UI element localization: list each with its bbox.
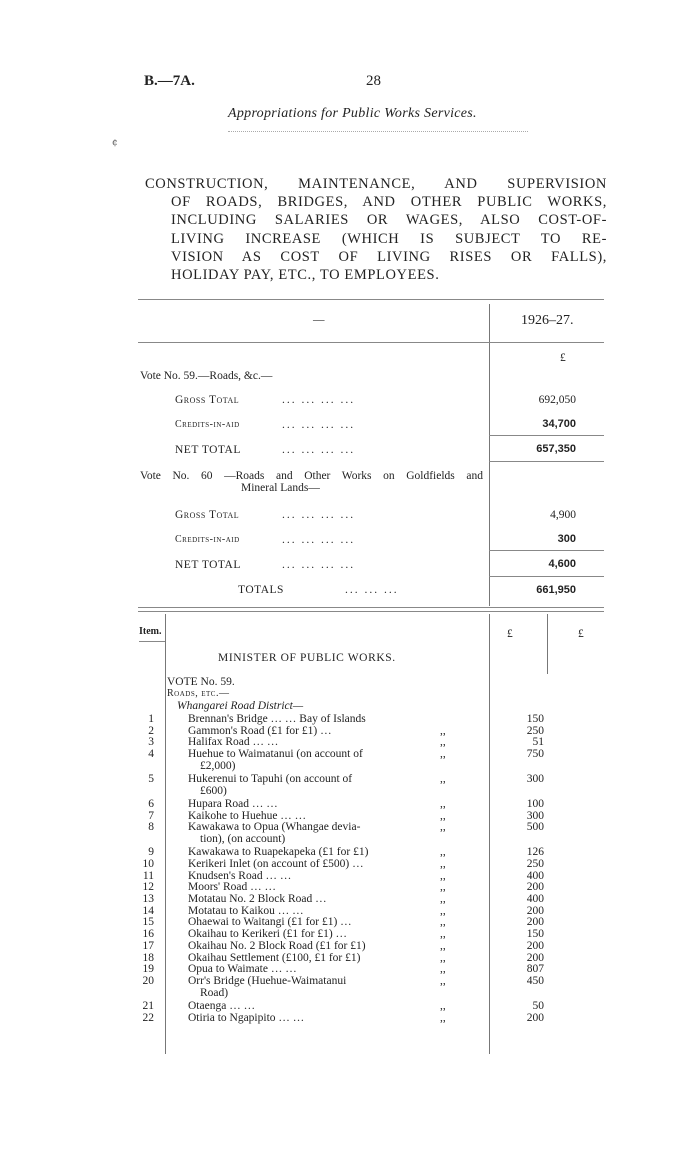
item-amount: 200 xyxy=(526,939,544,952)
item-amount: 200 xyxy=(526,881,544,894)
item-amount: 300 xyxy=(526,773,544,785)
item-description-cont: tion), (on account) xyxy=(200,833,286,845)
vote59-gross-amount: 692,050 xyxy=(538,394,576,406)
item-number: 16 xyxy=(142,928,154,941)
ditto-mark: ,, xyxy=(440,939,446,952)
header-divider xyxy=(228,131,528,132)
item-description: Motatau to Kaikou … … xyxy=(188,904,304,917)
item-amount: 400 xyxy=(526,869,544,882)
minister-heading: MINISTER OF PUBLIC WORKS. xyxy=(218,652,396,664)
vote60-credits-label: Credits-in-aid xyxy=(175,534,240,545)
amount-column-rule xyxy=(489,614,490,1054)
dot-leader: ... ... ... ... xyxy=(282,559,356,571)
item-amount: 450 xyxy=(526,974,544,987)
summary-col-year: 1926–27. xyxy=(521,313,574,328)
item-number: 8 xyxy=(148,821,154,834)
item-description: Brennan's Bridge … … Bay of Islands xyxy=(188,713,366,725)
vote60-gross-amount: 4,900 xyxy=(550,509,576,521)
item-number: 7 xyxy=(148,809,154,822)
item-number: 19 xyxy=(142,963,154,976)
section-title xyxy=(145,175,607,284)
net-rule xyxy=(489,576,604,577)
item-description: Hukerenui to Tapuhi (on account of xyxy=(188,773,353,785)
page-number: 28 xyxy=(366,73,381,89)
title-line: INCLUDING SALARIES OR WAGES, ALSO COST-OF- xyxy=(171,212,607,229)
item-number: 1 xyxy=(148,713,154,725)
item-description-cont: £600) xyxy=(200,784,227,797)
item-description: Okaihau to Kerikeri (£1 for £1) … xyxy=(188,928,348,941)
vote-heading: VOTE No. 59. xyxy=(167,676,235,688)
item-amount: 400 xyxy=(526,893,544,905)
item-description: Opua to Waimate … … xyxy=(188,963,297,976)
item-number: 6 xyxy=(148,797,154,810)
item-amount: 200 xyxy=(526,904,544,917)
item-description: Kawakawa to Opua (Whangae devia- xyxy=(188,821,361,834)
item-number: 5 xyxy=(148,773,154,785)
vote59-label: Vote No. 59.—Roads, &c.— xyxy=(140,370,273,382)
item-header-rule xyxy=(139,641,165,642)
item-description: Orr's Bridge (Huehue-Waimatanui xyxy=(188,974,347,987)
title-line: LIVING INCREASE (WHICH IS SUBJECT TO RE- xyxy=(171,230,607,247)
item-description: Hupara Road … … xyxy=(188,797,278,810)
item-description: Halifax Road … … xyxy=(188,736,279,749)
roads-heading: Roads, etc.— xyxy=(167,688,230,699)
summary-bottom-rule xyxy=(138,607,604,608)
ditto-mark: ,, xyxy=(440,869,446,882)
item-number: 10 xyxy=(142,857,154,870)
ditto-mark: ,, xyxy=(440,846,446,859)
item-amount: 150 xyxy=(526,713,544,725)
item-number: 20 xyxy=(142,974,154,987)
item-amount: 150 xyxy=(526,928,544,941)
pound-header-1: £ xyxy=(507,628,513,640)
item-amount: 51 xyxy=(532,736,544,749)
ditto-mark: ,, xyxy=(440,821,446,834)
totals-label: TOTALS xyxy=(238,584,284,596)
item-number: 22 xyxy=(142,1011,154,1024)
vote59-credits-label: Credits-in-aid xyxy=(175,419,240,430)
ditto-mark: ,, xyxy=(440,773,446,785)
item-description: Okaihau No. 2 Block Road (£1 for £1) xyxy=(188,939,366,952)
grand-total-amount: 661,950 xyxy=(536,584,576,596)
pound-header-2: £ xyxy=(578,628,584,640)
vote59-gross-label: Gross Total xyxy=(175,394,240,406)
item-description: Kerikeri Inlet (on account of £500) … xyxy=(188,857,364,870)
ditto-mark: ,, xyxy=(440,974,446,987)
ditto-mark: ,, xyxy=(440,963,446,976)
item-description: Motatau No. 2 Block Road … xyxy=(188,893,327,905)
item-column-header: Item. xyxy=(139,626,162,637)
subtotal-rule xyxy=(489,550,604,551)
item-amount: 100 xyxy=(526,797,544,810)
item-amount: 750 xyxy=(526,748,544,761)
item-number: 12 xyxy=(142,881,154,894)
item-column-rule xyxy=(165,614,166,1054)
ditto-mark: ,, xyxy=(440,724,446,737)
item-number: 4 xyxy=(148,748,154,761)
document-reference: B.—7A. xyxy=(144,73,195,89)
ditto-mark: ,, xyxy=(440,857,446,870)
item-number: 17 xyxy=(142,939,154,952)
item-description: Huehue to Waimatanui (on account of xyxy=(188,748,363,761)
ditto-mark: ,, xyxy=(440,881,446,894)
currency-symbol: £ xyxy=(560,352,566,364)
item-amount: 500 xyxy=(526,821,544,834)
net-rule xyxy=(489,461,604,462)
dot-leader: ... ... ... ... xyxy=(282,444,356,456)
item-description: Kaikohe to Huehue … … xyxy=(188,809,307,822)
vote60-credits-amount: 300 xyxy=(557,533,576,545)
page-subtitle: Appropriations for Public Works Services. xyxy=(228,106,477,121)
vote59-net-label: NET TOTAL xyxy=(175,444,241,456)
vote59-credits-amount: 34,700 xyxy=(542,418,576,430)
item-amount: 200 xyxy=(526,916,544,929)
vote60-net-label: NET TOTAL xyxy=(175,559,241,571)
item-number: 15 xyxy=(142,916,154,929)
item-description-cont: £2,000) xyxy=(200,759,236,772)
vote59-net-amount: 657,350 xyxy=(536,443,576,455)
ditto-mark: ,, xyxy=(440,904,446,917)
subtotal-rule xyxy=(489,435,604,436)
vote60-label: Vote No. 60 —Roads and Other Works on Goldfields and xyxy=(140,470,483,482)
ditto-mark: ,, xyxy=(440,1011,446,1024)
title-line: VISION AS COST OF LIVING RISES OR FALLS), xyxy=(171,248,607,265)
dot-leader: ... ... ... ... xyxy=(282,534,356,546)
item-description: Otaenga … … xyxy=(188,999,256,1012)
item-number: 14 xyxy=(142,904,154,917)
item-description: Ohaewai to Waitangi (£1 for £1) … xyxy=(188,916,352,929)
item-amount: 807 xyxy=(526,963,544,976)
item-description-cont: Road) xyxy=(200,986,229,999)
item-amount: 200 xyxy=(526,951,544,964)
title-line: CONSTRUCTION, MAINTENANCE, AND SUPERVISION xyxy=(145,176,607,192)
vote60-gross-label: Gross Total xyxy=(175,509,240,521)
ditto-mark: ,, xyxy=(440,951,446,964)
item-description: Gammon's Road (£1 for £1) … xyxy=(188,724,332,737)
margin-mark: ¢ xyxy=(112,138,118,148)
item-amount: 250 xyxy=(526,857,544,870)
dot-leader: ... ... ... xyxy=(345,584,399,596)
amount-column-rule-2 xyxy=(547,614,548,674)
dot-leader: ... ... ... ... xyxy=(282,394,356,406)
summary-header-rule xyxy=(138,342,604,343)
item-number: 11 xyxy=(142,869,154,882)
title-line: HOLIDAY PAY, ETC., TO EMPLOYEES. xyxy=(171,267,440,284)
ditto-mark: ,, xyxy=(440,809,446,822)
item-description: Otiria to Ngapipito … … xyxy=(188,1011,305,1024)
item-amount: 250 xyxy=(526,724,544,737)
vote60-net-amount: 4,600 xyxy=(548,558,576,570)
item-number: 3 xyxy=(148,736,154,749)
item-description: Knudsen's Road … … xyxy=(188,869,292,882)
item-description: Kawakawa to Ruapekapeka (£1 for £1) xyxy=(188,846,369,859)
district-heading: Whangarei Road District— xyxy=(177,700,304,712)
item-description: Moors' Road … … xyxy=(188,881,277,894)
summary-top-rule xyxy=(138,299,604,300)
item-description: Okaihau Settlement (£100, £1 for £1) xyxy=(188,951,361,964)
item-amount: 50 xyxy=(532,999,544,1012)
ditto-mark: ,, xyxy=(440,736,446,749)
item-number: 18 xyxy=(142,951,154,964)
ditto-mark: ,, xyxy=(440,797,446,810)
ditto-mark: ,, xyxy=(440,916,446,929)
item-number: 21 xyxy=(142,999,154,1012)
item-number: 9 xyxy=(148,846,154,859)
dot-leader: ... ... ... ... xyxy=(282,509,356,521)
summary-bottom-rule-2 xyxy=(138,611,604,612)
item-amount: 126 xyxy=(526,846,544,859)
summary-col-dash: — xyxy=(313,314,325,326)
ditto-mark: ,, xyxy=(440,999,446,1012)
ditto-mark: ,, xyxy=(440,928,446,941)
vote60-label-cont: Mineral Lands— xyxy=(241,482,320,494)
item-amount: 300 xyxy=(526,809,544,822)
item-amount: 200 xyxy=(526,1011,544,1024)
title-line: OF ROADS, BRIDGES, AND OTHER PUBLIC WORKS, xyxy=(171,194,607,211)
item-number: 13 xyxy=(142,893,154,905)
dot-leader: ... ... ... ... xyxy=(282,419,356,431)
ditto-mark: ,, xyxy=(440,893,446,905)
item-number: 2 xyxy=(148,724,154,737)
ditto-mark: ,, xyxy=(440,748,446,761)
